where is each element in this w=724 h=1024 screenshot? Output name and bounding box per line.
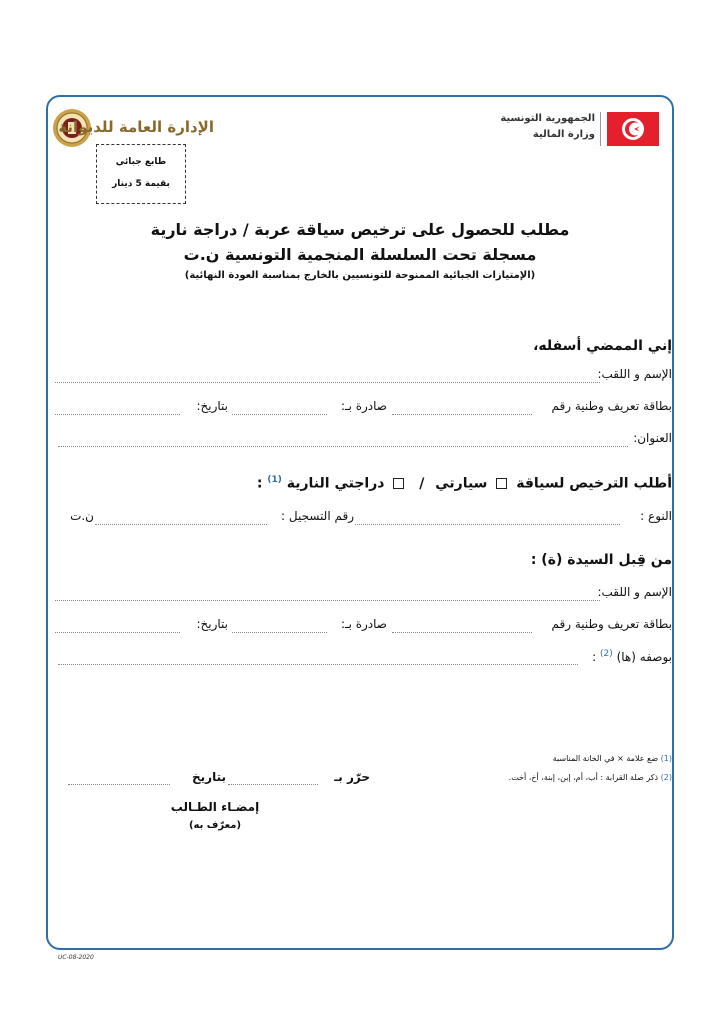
request-colon: : [256,475,263,492]
driver-issued-field[interactable] [232,632,327,633]
applicant-name-field[interactable] [55,382,600,383]
car-label: سيارتي [435,475,488,492]
applicant-date-field[interactable] [55,414,180,415]
relation-field[interactable] [58,664,578,665]
registration-field[interactable] [95,524,267,525]
moto-checkbox[interactable] [393,478,404,489]
applicant-id-label: بطاقة تعريف وطنية رقم [551,399,672,413]
relation-line [560,649,672,664]
written-at-field[interactable] [228,784,318,785]
footnote-1-number: (1) [660,754,672,763]
driver-issued-label: صادرة بـ: [341,617,387,631]
registration-series: ن.ت [70,509,94,523]
footnote-2-text: ذكر صلة القرابة : أب، أم، إبن، إبنة، أخ، أخت. [508,773,659,782]
registration-label: رقم التسجيل : [281,509,354,523]
title-line-2: مسجلة تحت السلسلة المنجمية التونسية ن.ت [183,245,537,264]
tunisia-flag-icon [607,112,659,146]
signature-date-label: بتاريخ [192,770,226,784]
ministry-text: وزارة المالية [532,129,595,140]
logo-divider [600,112,601,146]
option-separator: / [419,475,425,492]
applicant-address-field[interactable] [58,446,628,447]
driver-date-field[interactable] [55,632,180,633]
applicant-date-label: بتاريخ: [196,399,228,413]
footnote-2 [440,773,672,782]
driver-name-field[interactable] [55,600,600,601]
driver-date-label: بتاريخ: [196,617,228,631]
footnote-2-number: (2) [660,773,672,782]
customs-logo [52,108,212,148]
footnote-1-text: ضع علامة × في الخانة المناسبة [552,754,659,763]
relation-label: بوصفه (ها) [616,650,672,664]
applicant-issued-label: صادرة بـ: [341,399,387,413]
driver-id-label: بطاقة تعريف وطنية رقم [551,617,672,631]
applicant-name-label: الإسم و اللقب: [597,367,672,381]
vehicle-type-field[interactable] [355,524,620,525]
stamp-line-1: طابع جبائي [115,157,167,167]
signature-date-field[interactable] [68,784,170,785]
form-code: UC-08-2020 [58,954,94,961]
republic-text: الجمهورية التونسية [500,113,595,124]
relation-colon: : [592,650,597,664]
driver-heading: من قِبل السيدة (ة) : [530,552,672,568]
applicant-signature-label: إمضـاء الطـالب [170,800,260,814]
applicant-issued-field[interactable] [232,414,327,415]
footnote-1 [440,754,672,763]
moto-label: دراجتي النارية [286,475,385,492]
vehicle-type-label: النوع : [640,509,672,523]
driver-name-label: الإسم و اللقب: [597,585,672,599]
fiscal-stamp-box [96,144,186,204]
written-at-label: حرّر بـ [334,770,370,784]
stamp-line-2: بقيمة 5 دينار [112,179,170,189]
ministry-logo [500,110,665,148]
applicant-id-field[interactable] [392,414,532,415]
car-checkbox[interactable] [496,478,507,489]
applicant-address-label: العنوان: [633,431,672,445]
driver-id-field[interactable] [392,632,532,633]
applicant-heading: إني الممضي أسفله، [533,338,672,354]
customs-logo-text: الإدارة العامة للديوانة [58,118,214,136]
request-text: أطلب الترخيص لسياقة [516,475,672,492]
certified-note: (معرّف به) [188,820,242,831]
footnote-ref-1: (1) [267,475,282,485]
footnote-ref-2: (2) [600,649,613,659]
title-subtitle: (الإمتيازات الجبائية الممنوحة للتونسيين بالخارج بمناسبة العودة النهائية) [184,270,536,281]
title-line-1: مطلب للحصول على ترخيص سياقة عربة / دراجة نارية [150,220,570,239]
request-line [250,475,672,492]
